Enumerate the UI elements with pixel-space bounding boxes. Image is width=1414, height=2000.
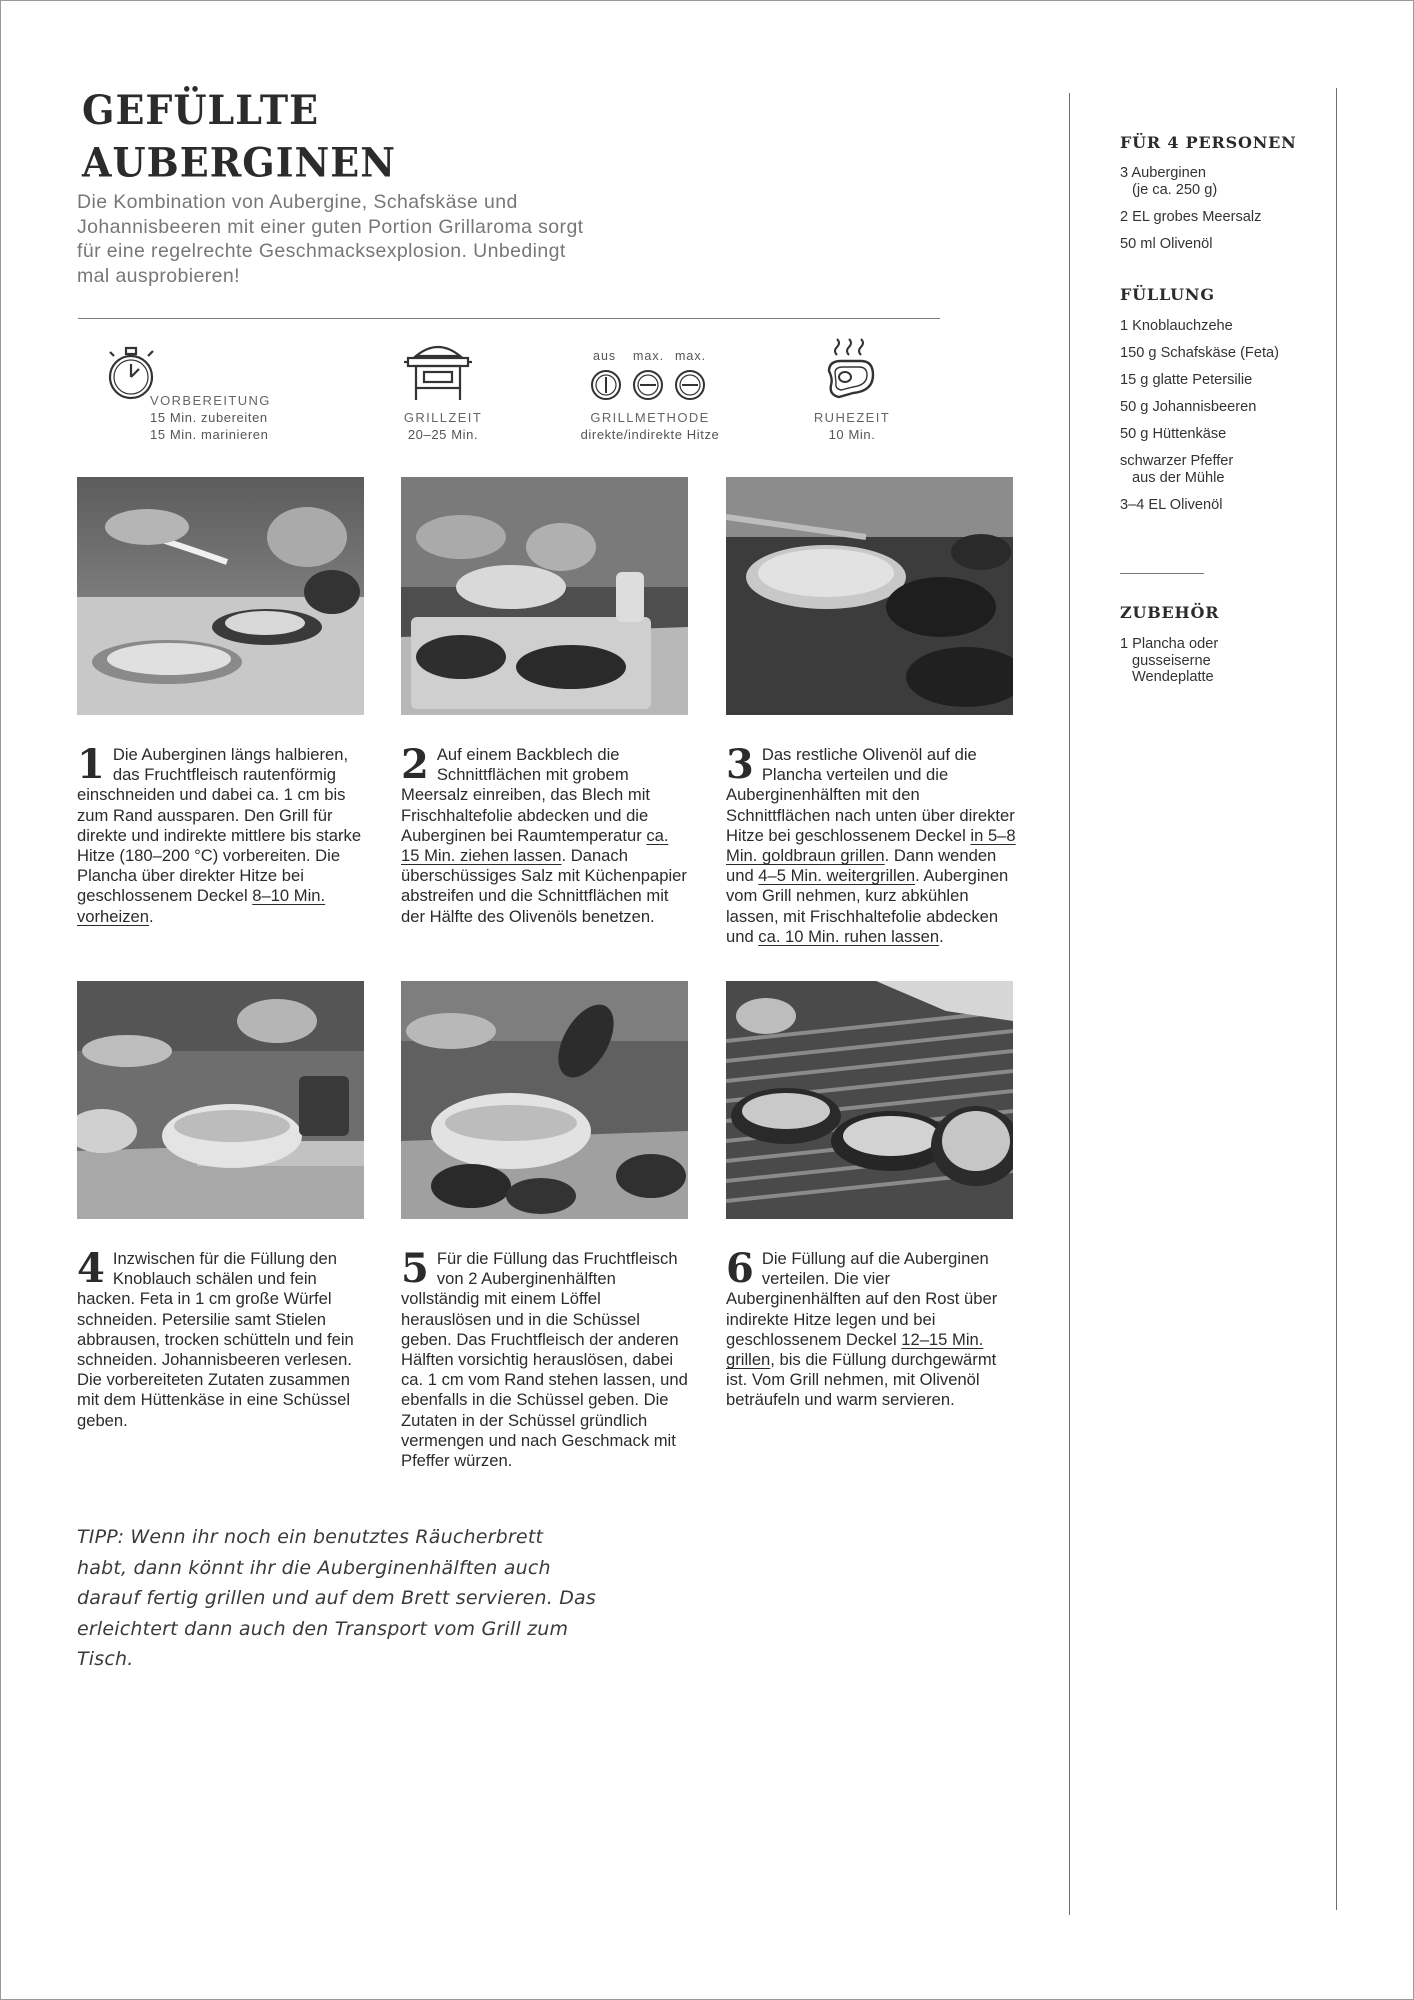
step-highlight: in 5–8 Min. goldbraun grillen — [726, 825, 1016, 866]
servings-heading: FÜR 4 PERSONEN — [1120, 133, 1297, 152]
divider — [78, 318, 940, 319]
step-number: 5 — [401, 1245, 429, 1292]
step-highlight: ca. 10 Min. ruhen lassen — [758, 926, 940, 946]
step-text: . Auberginen vom Grill nehmen, kurz abkühlen lassen, mit Frischhaltefolie abdecken und — [726, 866, 1009, 946]
ingredient-text: 50 g Hüttenkäse — [1120, 426, 1227, 442]
ingredient-text: 15 g glatte Petersilie — [1120, 372, 1253, 388]
filling-ingredients — [1120, 318, 1320, 524]
ingredient — [1120, 345, 1320, 362]
tool-sub: gusseiserne — [1132, 652, 1211, 669]
step-4 — [77, 1245, 367, 1431]
step-2 — [401, 741, 691, 927]
rest-label: RUHEZEIT — [813, 410, 891, 425]
step-number: 2 — [401, 741, 429, 788]
prep-line-2: 15 Min. marinieren — [150, 427, 269, 442]
ingredient — [1120, 453, 1320, 486]
step-5 — [401, 1245, 691, 1471]
step-text: . — [939, 926, 944, 946]
prep-label: VORBEREITUNG — [150, 393, 271, 408]
ingredient-text: 3–4 EL Olivenöl — [1120, 496, 1223, 513]
ingredient — [1120, 318, 1320, 335]
prep-time — [150, 392, 271, 443]
step-text: , bis die Füllung durchgewärmt ist. Vom Grill nehmen, mit Olivenöl beträufeln und warm servieren. — [726, 1350, 997, 1410]
step-text: Inzwischen für die Füllung den Knoblauch schälen und fein hacken. Feta in 1 cm große Würfel schneiden. Petersilie samt Stielen abbrausen, trocken schütteln und fein schneiden. Johannisbeeren verlesen. Die vorbereiteten Zutaten zusammen mit dem Hüttenkäse in eine Schüssel geben. — [77, 1249, 354, 1430]
step-highlight: ca. 15 Min. ziehen lassen — [401, 825, 669, 866]
step-highlight: 12–15 Min. grillen — [726, 1329, 984, 1370]
step-text: . Danach überschüssiges Salz mit Küchenpapier abstreifen und die Schnittflächen mit der Hälfte des Olivenöls benetzen. — [401, 846, 687, 926]
grill-icon — [402, 340, 474, 402]
base-ingredients — [1120, 165, 1320, 263]
step-text: Das restliche Olivenöl auf die Plancha verteilen und die Auberginenhälften mit den Schnittflächen nach unten über direkter Hitze bei geschlossenem Deckel — [726, 745, 1015, 845]
ingredient-text: 50 ml Olivenöl — [1120, 235, 1213, 252]
ingredient-text: 3 Auberginen — [1120, 165, 1207, 181]
method-value: direkte/indirekte Hitze — [580, 427, 720, 442]
step-number: 6 — [726, 1245, 754, 1292]
step-text: Die Füllung auf die Auberginen verteilen. Die vier Auberginenhälften auf den Rost über indirekte Hitze legen und bei geschlossenem Deckel — [726, 1249, 998, 1349]
step-photo-3 — [726, 477, 1013, 715]
steak-icon — [823, 335, 879, 405]
ingredient — [1120, 236, 1320, 253]
ingredient — [1120, 497, 1320, 514]
ingredient-text: 50 g Johannisbeeren — [1120, 399, 1257, 415]
step-text: Für die Füllung das Fruchtfleisch von 2 Auberginenhälften vollständig mit einem Löffel herauslösen und in die Schüssel geben. Das Fruchtfleisch der anderen Hälften vorsichtig herauslösen, dabei ca. 1 cm vom Rand stehen lassen, und ebenfalls in die Schüssel geben. Die Zutaten in der Schüssel gründlich vermengen und nach Geschmack mit Pfeffer würzen. — [401, 1249, 688, 1471]
grill-value: 20–25 Min. — [407, 427, 479, 442]
ingredient-sub: (je ca. 250 g) — [1132, 181, 1218, 198]
step-photo-6 — [726, 981, 1013, 1219]
sidebar-dash — [1120, 573, 1204, 574]
grill-time — [396, 409, 490, 443]
tool — [1120, 636, 1320, 686]
recipe-title — [82, 84, 396, 189]
title-line-1: GEFÜLLTE — [82, 86, 320, 134]
ingredient-text: schwarzer Pfeffer — [1120, 453, 1234, 469]
ingredient-text: 2 EL grobes Meersalz — [1120, 208, 1262, 225]
step-text: Die Auberginen längs halbieren, das Fruchtfleisch rautenförmig einschneiden und dabei ca. 1 cm bis zum Rand aussparen. Den Grill für direkte und indirekte mittlere bis starke Hitze (180–200 °C) vorbereiten. Die Plancha über direkter Hitze bei geschlossenem Deckel — [77, 745, 362, 906]
dial-label-max-1: max. — [633, 349, 665, 363]
sidebar-divider-left — [1069, 93, 1070, 1915]
step-text: . Dann wenden und — [726, 846, 997, 886]
step-highlight: 4–5 Min. weitergrillen — [758, 866, 916, 886]
grill-label: GRILLZEIT — [403, 410, 483, 425]
dial-label-max-2: max. — [675, 349, 707, 363]
step-photo-1 — [77, 477, 364, 715]
ingredient — [1120, 426, 1320, 443]
ingredient-sub: aus der Mühle — [1132, 469, 1225, 486]
tip-text: TIPP: Wenn ihr noch ein benutztes Räucherbrett habt, dann könnt ihr die Auberginenhälften auch darauf fertig grillen und auf dem Brett servieren. Das erleichtert dann auch den Transport vom Grill zum Tisch. — [77, 1526, 597, 1670]
ingredient — [1120, 165, 1320, 198]
dial-label-off: aus — [593, 349, 617, 363]
step-3 — [726, 741, 1016, 947]
tool-text: 1 Plancha oder — [1120, 636, 1219, 652]
step-number: 1 — [77, 741, 105, 788]
ingredient — [1120, 209, 1320, 226]
step-1 — [77, 741, 367, 927]
step-photo-2 — [401, 477, 688, 715]
dials-icon — [590, 369, 710, 401]
step-text: Auf einem Backblech die Schnittflächen mit grobem Meersalz einreiben, das Blech mit Frischhaltefolie abdecken und die Auberginen bei Raumtemperatur — [401, 745, 651, 845]
ingredient-text: 150 g Schafskäse (Feta) — [1120, 345, 1279, 361]
step-photo-5 — [401, 981, 688, 1219]
step-photo-4 — [77, 981, 364, 1219]
tools-list — [1120, 636, 1320, 696]
step-number: 4 — [77, 1245, 105, 1292]
title-line-2: AUBERGINEN — [82, 138, 396, 186]
step-highlight: 8–10 Min. vorheizen — [77, 886, 326, 926]
ingredient-text: 1 Knoblauchzehe — [1120, 318, 1233, 334]
step-6 — [726, 1245, 1016, 1411]
rest-value: 10 Min. — [828, 427, 876, 442]
prep-line-1: 15 Min. zubereiten — [150, 410, 268, 425]
tools-heading: ZUBEHÖR — [1120, 603, 1220, 622]
ingredient — [1120, 399, 1320, 416]
ingredient — [1120, 372, 1320, 389]
grill-method — [560, 409, 740, 443]
method-label: GRILLMETHODE — [590, 410, 710, 425]
recipe-intro: Die Kombination von Aubergine, Schafskäse und Johannisbeeren mit einer guten Portion Grillaroma sorgt für eine regelrechte Geschmacksexplosion. Unbedingt mal ausprobieren! — [77, 191, 584, 287]
step-number: 3 — [726, 741, 754, 788]
tool-sub: Wendeplatte — [1132, 669, 1214, 685]
filling-heading: FÜLLUNG — [1120, 285, 1215, 304]
sidebar-divider-right — [1336, 88, 1337, 1910]
step-text: . — [148, 906, 154, 926]
rest-time — [800, 409, 904, 443]
